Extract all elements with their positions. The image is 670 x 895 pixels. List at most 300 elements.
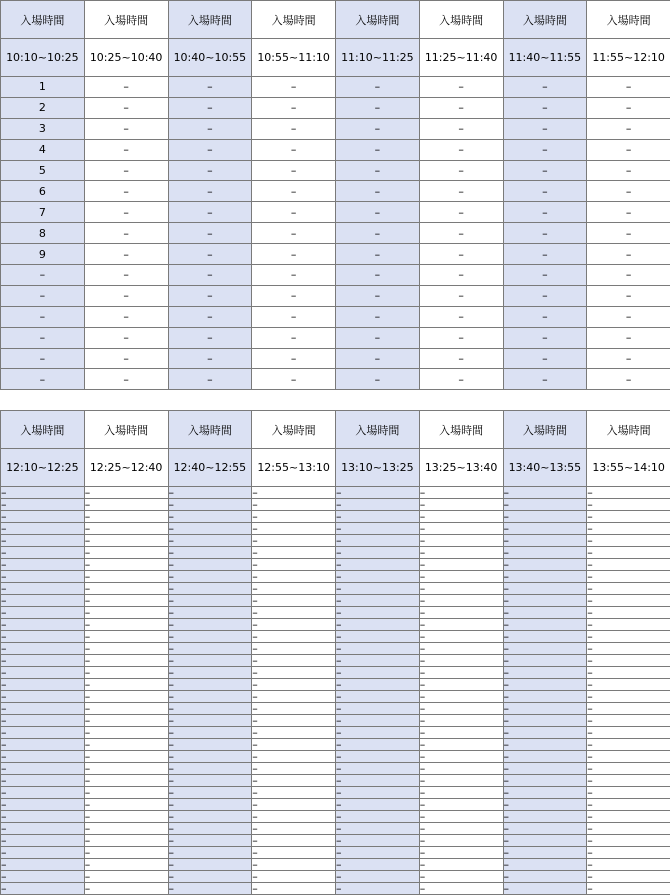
table-cell: –	[1, 348, 85, 369]
table-cell: 1	[1, 77, 85, 98]
table-cell: –	[168, 871, 252, 883]
table-cell: –	[419, 181, 503, 202]
table-cell: –	[168, 739, 252, 751]
table-cell: –	[84, 583, 168, 595]
table-row	[1, 547, 670, 559]
table-cell: –	[84, 799, 168, 811]
table-cell: –	[503, 559, 587, 571]
table-cell: –	[419, 118, 503, 139]
table-cell: –	[419, 369, 503, 390]
table-cell: –	[336, 202, 420, 223]
table-cell: –	[84, 202, 168, 223]
table-cell: –	[503, 487, 587, 499]
table-cell: –	[84, 223, 168, 244]
table-cell: –	[84, 369, 168, 390]
table-cell: –	[252, 511, 336, 523]
table-cell: –	[419, 619, 503, 631]
table-cell: –	[252, 703, 336, 715]
table-cell: –	[252, 118, 336, 139]
table-cell: –	[336, 535, 420, 547]
table-cell: –	[336, 679, 420, 691]
table-cell: –	[587, 847, 670, 859]
table-cell: –	[503, 679, 587, 691]
table-cell: –	[168, 139, 252, 160]
table-cell: –	[168, 727, 252, 739]
table-cell: –	[587, 607, 670, 619]
table-cell: –	[336, 97, 420, 118]
table-row	[1, 583, 670, 595]
table-cell: –	[336, 595, 420, 607]
table-cell: –	[336, 118, 420, 139]
table-cell: –	[252, 763, 336, 775]
table-cell: –	[168, 751, 252, 763]
header-cell: 入場時間	[1, 1, 85, 39]
table-cell: –	[168, 571, 252, 583]
table-cell: –	[419, 595, 503, 607]
table-cell: –	[587, 160, 670, 181]
table-cell: –	[336, 244, 420, 265]
table-cell: –	[503, 595, 587, 607]
table-cell: –	[336, 631, 420, 643]
table-cell: –	[84, 811, 168, 823]
table-cell: –	[168, 77, 252, 98]
table-cell: –	[419, 327, 503, 348]
table-cell: –	[84, 511, 168, 523]
table-cell: –	[503, 631, 587, 643]
time-slot-cell: 12:40~12:55	[168, 449, 252, 487]
table-cell: –	[252, 223, 336, 244]
table-cell: –	[84, 715, 168, 727]
table-cell: –	[252, 631, 336, 643]
table-cell: –	[1, 727, 85, 739]
table-cell: –	[1, 369, 85, 390]
time-slot-cell: 13:55~14:10	[587, 449, 670, 487]
table-cell: –	[419, 223, 503, 244]
table-cell: –	[168, 535, 252, 547]
table-cell: –	[168, 823, 252, 835]
table-cell: –	[252, 77, 336, 98]
table-cell: –	[419, 244, 503, 265]
table-cell: –	[168, 223, 252, 244]
header-cell: 入場時間	[587, 1, 670, 39]
table-cell: –	[587, 559, 670, 571]
table-cell: –	[84, 118, 168, 139]
table-cell: –	[252, 643, 336, 655]
table-cell: –	[336, 715, 420, 727]
table-cell: –	[84, 655, 168, 667]
header-row	[1, 411, 670, 449]
table-cell: –	[419, 97, 503, 118]
table-cell: –	[84, 571, 168, 583]
table-cell: 9	[1, 244, 85, 265]
table-cell: –	[252, 739, 336, 751]
table-cell: –	[336, 655, 420, 667]
table-cell: –	[587, 619, 670, 631]
table-cell: –	[84, 787, 168, 799]
table-cell: –	[419, 751, 503, 763]
time-slot-cell: 12:25~12:40	[84, 449, 168, 487]
table-cell: –	[84, 763, 168, 775]
table-cell: –	[419, 727, 503, 739]
table-cell: –	[336, 703, 420, 715]
table-row	[1, 244, 670, 265]
table-cell: –	[84, 835, 168, 847]
table-cell: –	[419, 285, 503, 306]
time-slot-cell: 11:10~11:25	[336, 39, 420, 77]
table-cell: –	[419, 571, 503, 583]
table-cell: –	[84, 535, 168, 547]
table-cell: –	[587, 348, 670, 369]
table-cell: –	[419, 547, 503, 559]
table-cell: 3	[1, 118, 85, 139]
table-cell: –	[587, 118, 670, 139]
table-cell: –	[336, 727, 420, 739]
header-cell: 入場時間	[168, 1, 252, 39]
table-cell: –	[252, 775, 336, 787]
table-row	[1, 559, 670, 571]
table-cell: –	[503, 139, 587, 160]
table-cell: –	[587, 511, 670, 523]
header-cell: 入場時間	[336, 1, 420, 39]
table-cell: –	[252, 547, 336, 559]
table-cell: –	[252, 369, 336, 390]
table-row	[1, 799, 670, 811]
table-cell: –	[84, 607, 168, 619]
table-cell: –	[336, 348, 420, 369]
table-cell: –	[84, 244, 168, 265]
table-cell: –	[84, 181, 168, 202]
table-cell: –	[252, 691, 336, 703]
table-cell: –	[84, 775, 168, 787]
table-cell: –	[168, 369, 252, 390]
table-cell: –	[168, 306, 252, 327]
table-cell: –	[1, 571, 85, 583]
table-row	[1, 739, 670, 751]
table-cell: –	[336, 847, 420, 859]
time-slot-cell: 10:10~10:25	[1, 39, 85, 77]
table-cell: –	[1, 835, 85, 847]
table-row	[1, 523, 670, 535]
table-cell: –	[1, 679, 85, 691]
table-cell: –	[419, 139, 503, 160]
table-row	[1, 643, 670, 655]
table-cell: –	[168, 691, 252, 703]
table-cell: –	[168, 811, 252, 823]
table-cell: –	[84, 559, 168, 571]
table-cell: –	[1, 739, 85, 751]
table-cell: –	[1, 799, 85, 811]
table-cell: –	[587, 691, 670, 703]
table-cell: –	[1, 751, 85, 763]
table-cell: –	[84, 523, 168, 535]
table-cell: –	[252, 679, 336, 691]
table-cell: –	[168, 655, 252, 667]
table-cell: –	[587, 139, 670, 160]
table-cell: –	[587, 535, 670, 547]
table-row	[1, 763, 670, 775]
table-cell: –	[587, 715, 670, 727]
table-row	[1, 202, 670, 223]
table-cell: –	[587, 306, 670, 327]
header-row	[1, 1, 670, 39]
table-cell: –	[587, 727, 670, 739]
table-cell: –	[1, 327, 85, 348]
table-cell: –	[503, 571, 587, 583]
header-cell: 入場時間	[503, 411, 587, 449]
table-row	[1, 181, 670, 202]
header-cell: 入場時間	[419, 411, 503, 449]
table-row	[1, 285, 670, 306]
table-cell: –	[503, 799, 587, 811]
table-cell: –	[252, 811, 336, 823]
table-cell: –	[84, 77, 168, 98]
table-cell: –	[168, 523, 252, 535]
table-cell: –	[168, 499, 252, 511]
table-cell: –	[419, 847, 503, 859]
table-cell: –	[1, 823, 85, 835]
table-cell: –	[1, 775, 85, 787]
time-slot-cell: 11:25~11:40	[419, 39, 503, 77]
table-cell: –	[84, 139, 168, 160]
table-cell: –	[84, 859, 168, 871]
table-cell: –	[84, 691, 168, 703]
table-cell: –	[503, 223, 587, 244]
table-cell: –	[252, 97, 336, 118]
table-cell: –	[336, 571, 420, 583]
table-cell: –	[168, 775, 252, 787]
table-cell: –	[336, 499, 420, 511]
table-cell: –	[587, 583, 670, 595]
table-cell: –	[587, 571, 670, 583]
table-cell: –	[252, 655, 336, 667]
table-cell: –	[503, 703, 587, 715]
table-row	[1, 811, 670, 823]
table-cell: –	[419, 691, 503, 703]
table-cell: –	[1, 667, 85, 679]
time-slot-cell: 11:55~12:10	[587, 39, 670, 77]
table-cell: –	[336, 77, 420, 98]
table-row	[1, 715, 670, 727]
table-cell: –	[419, 763, 503, 775]
table-cell: –	[252, 499, 336, 511]
table-cell: –	[252, 727, 336, 739]
table-row	[1, 631, 670, 643]
table-row	[1, 160, 670, 181]
table-cell: –	[252, 285, 336, 306]
table-cell: –	[503, 285, 587, 306]
table-cell: –	[1, 487, 85, 499]
table-cell: –	[336, 559, 420, 571]
time-slot-cell: 10:25~10:40	[84, 39, 168, 77]
table-cell: –	[252, 265, 336, 286]
table-cell: –	[419, 679, 503, 691]
table-cell: –	[252, 139, 336, 160]
table-cell: –	[419, 715, 503, 727]
table-cell: –	[419, 631, 503, 643]
table-row	[1, 835, 670, 847]
table-cell: –	[168, 244, 252, 265]
table-row	[1, 348, 670, 369]
table-cell: –	[84, 265, 168, 286]
table-cell: –	[587, 285, 670, 306]
table-row	[1, 369, 670, 390]
table-cell: –	[503, 499, 587, 511]
table-cell: –	[168, 265, 252, 286]
table-cell: –	[336, 799, 420, 811]
table-cell: –	[587, 703, 670, 715]
table-row	[1, 499, 670, 511]
table-cell: –	[252, 523, 336, 535]
table-cell: –	[252, 667, 336, 679]
table-row	[1, 727, 670, 739]
table-row	[1, 118, 670, 139]
table-cell: –	[168, 787, 252, 799]
table-cell: –	[336, 265, 420, 286]
table-cell: –	[503, 511, 587, 523]
table-row	[1, 327, 670, 348]
time-slot-cell: 10:40~10:55	[168, 39, 252, 77]
table-cell: –	[503, 306, 587, 327]
table-cell: –	[587, 751, 670, 763]
table-cell: –	[587, 799, 670, 811]
table-cell: 4	[1, 139, 85, 160]
table-row	[1, 679, 670, 691]
table-cell: –	[1, 583, 85, 595]
table-cell: –	[587, 739, 670, 751]
table-cell: –	[587, 499, 670, 511]
time-slot-cell: 13:25~13:40	[419, 449, 503, 487]
table-cell: –	[419, 883, 503, 895]
time-slot-cell: 13:10~13:25	[336, 449, 420, 487]
table-cell: –	[503, 244, 587, 265]
table-cell: –	[168, 763, 252, 775]
table-cell: –	[1, 547, 85, 559]
table-cell: –	[168, 547, 252, 559]
table-cell: –	[419, 799, 503, 811]
table-cell: –	[1, 703, 85, 715]
table-cell: –	[587, 859, 670, 871]
table-cell: –	[587, 679, 670, 691]
table-cell: –	[587, 327, 670, 348]
table-cell: –	[419, 859, 503, 871]
table-cell: –	[503, 835, 587, 847]
table-cell: –	[587, 265, 670, 286]
table-cell: –	[587, 643, 670, 655]
table-cell: –	[503, 97, 587, 118]
table-cell: –	[419, 655, 503, 667]
table-cell: –	[168, 667, 252, 679]
table-cell: –	[84, 679, 168, 691]
table-cell: –	[503, 859, 587, 871]
table-cell: –	[503, 655, 587, 667]
table-cell: –	[84, 160, 168, 181]
table-cell: –	[419, 871, 503, 883]
table-cell: –	[1, 691, 85, 703]
table-cell: –	[419, 823, 503, 835]
table-cell: –	[84, 487, 168, 499]
table-cell: –	[336, 285, 420, 306]
table-cell: –	[336, 643, 420, 655]
table-cell: –	[419, 811, 503, 823]
table-row	[1, 751, 670, 763]
table-cell: –	[84, 348, 168, 369]
table-cell: –	[587, 595, 670, 607]
table-row	[1, 883, 670, 895]
time-slot-row	[1, 449, 670, 487]
table-cell: –	[587, 202, 670, 223]
table-cell: –	[503, 727, 587, 739]
table-cell: –	[252, 859, 336, 871]
table-cell: –	[419, 487, 503, 499]
table-cell: –	[252, 871, 336, 883]
table-cell: –	[503, 883, 587, 895]
table-cell: –	[419, 265, 503, 286]
table-cell: –	[336, 811, 420, 823]
table-cell: –	[252, 751, 336, 763]
table-cell: –	[1, 559, 85, 571]
table-cell: –	[1, 607, 85, 619]
table-cell: –	[336, 775, 420, 787]
table-cell: –	[419, 835, 503, 847]
table-cell: –	[168, 583, 252, 595]
table-row	[1, 97, 670, 118]
table-cell: –	[419, 583, 503, 595]
table-cell: –	[252, 619, 336, 631]
table-cell: –	[1, 631, 85, 643]
table-cell: –	[84, 643, 168, 655]
table-cell: –	[168, 118, 252, 139]
table-cell: –	[503, 535, 587, 547]
table-cell: –	[587, 871, 670, 883]
header-cell: 入場時間	[252, 1, 336, 39]
table-cell: –	[503, 202, 587, 223]
header-cell: 入場時間	[252, 411, 336, 449]
table-cell: –	[84, 847, 168, 859]
table-cell: –	[336, 871, 420, 883]
table-row	[1, 703, 670, 715]
table-cell: –	[84, 595, 168, 607]
table-cell: –	[336, 751, 420, 763]
header-cell: 入場時間	[336, 411, 420, 449]
table-cell: –	[503, 369, 587, 390]
table-row	[1, 571, 670, 583]
table-cell: –	[587, 883, 670, 895]
table-cell: –	[587, 181, 670, 202]
table-cell: –	[503, 871, 587, 883]
table-cell: –	[587, 811, 670, 823]
table-cell: –	[168, 835, 252, 847]
table-cell: –	[336, 763, 420, 775]
table-cell: –	[1, 763, 85, 775]
table-cell: –	[419, 202, 503, 223]
table-cell: –	[336, 327, 420, 348]
table-cell: –	[168, 799, 252, 811]
table-cell: –	[84, 727, 168, 739]
table-cell: –	[252, 847, 336, 859]
table-cell: –	[503, 823, 587, 835]
table-cell: –	[84, 871, 168, 883]
table-cell: –	[84, 703, 168, 715]
table-cell: –	[252, 181, 336, 202]
table-cell: –	[1, 511, 85, 523]
table-cell: –	[1, 859, 85, 871]
table-cell: –	[503, 739, 587, 751]
table-cell: –	[419, 348, 503, 369]
table-cell: –	[503, 715, 587, 727]
table-cell: –	[1, 871, 85, 883]
table-cell: –	[503, 181, 587, 202]
table-cell: –	[336, 223, 420, 244]
